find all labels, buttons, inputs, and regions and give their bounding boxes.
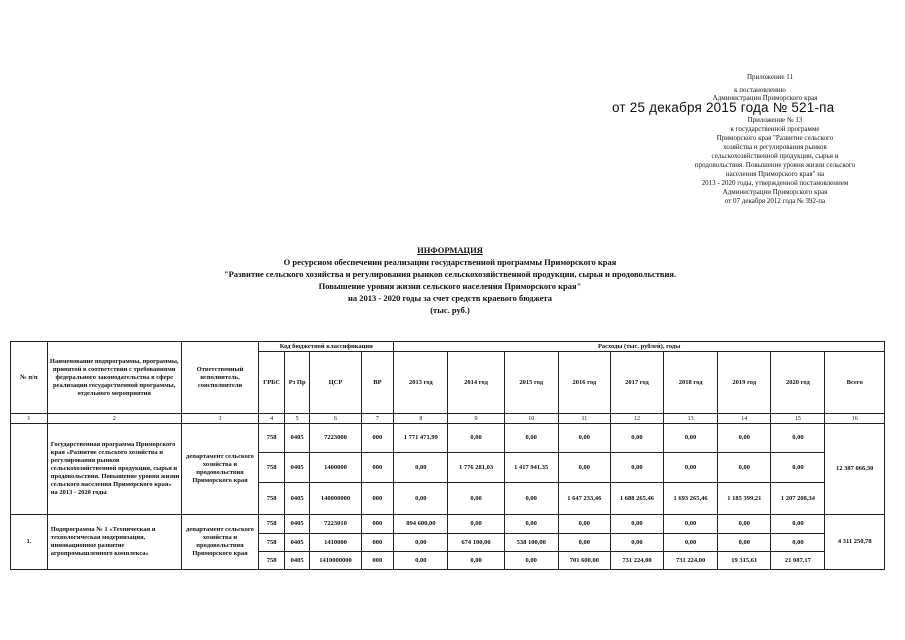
- amount-cell: 0,00: [718, 453, 771, 483]
- amount-cell: 894 600,00: [394, 515, 448, 534]
- vr-cell: 000: [361, 534, 394, 552]
- amount-cell: 731 224,00: [664, 552, 718, 570]
- column-number: 3: [181, 414, 259, 424]
- budget-code-group-header: Код бюджетной классификации: [259, 342, 394, 352]
- amount-cell: 0,00: [610, 515, 663, 534]
- vr-cell: 000: [361, 483, 394, 515]
- column-number: 11: [558, 414, 610, 424]
- amount-cell: 0,00: [771, 534, 825, 552]
- amount-cell: 674 100,00: [448, 534, 504, 552]
- amount-cell: 0,00: [504, 424, 558, 453]
- col-csr-header: ЦСР: [310, 352, 361, 414]
- col-total-header: Всего: [825, 352, 885, 414]
- col-year-header: 2017 год: [610, 352, 663, 414]
- rzpr-cell: 0405: [284, 424, 310, 453]
- col-executor-header: Ответственный исполнитель, соисполнители: [181, 342, 259, 414]
- program-ref-line: 2013 - 2020 годы, утвержденной постановлением: [701, 179, 849, 187]
- amount-cell: 0,00: [771, 453, 825, 483]
- column-number: 7: [361, 414, 394, 424]
- grbs-cell: 758: [259, 424, 285, 453]
- col-year-header: 2019 год: [718, 352, 771, 414]
- col-grbs-header: ГРБС: [259, 352, 285, 414]
- amount-cell: 0,00: [504, 515, 558, 534]
- grbs-cell: 758: [259, 515, 285, 534]
- amount-cell: 0,00: [558, 453, 610, 483]
- amount-cell: 0,00: [448, 552, 504, 570]
- amount-cell: 0,00: [664, 424, 718, 453]
- grbs-cell: 758: [259, 453, 285, 483]
- amount-cell: 731 224,00: [610, 552, 663, 570]
- resource-table: [10, 341, 885, 570]
- vr-cell: 000: [361, 453, 394, 483]
- amount-cell: 1 207 208,34: [771, 483, 825, 515]
- program-ref-line: к государственной программе: [730, 125, 820, 133]
- program-ref-line: хозяйства и регулирования рынков: [723, 143, 827, 151]
- amount-cell: 0,00: [504, 483, 558, 515]
- col-num-header: № п/п: [11, 342, 48, 414]
- row-number: [11, 424, 48, 515]
- rzpr-cell: 0405: [284, 453, 310, 483]
- row-number: 1.: [11, 515, 48, 570]
- amount-cell: 538 100,00: [504, 534, 558, 552]
- title-heading: ИНФОРМАЦИЯ: [417, 245, 483, 255]
- grbs-cell: 758: [259, 552, 285, 570]
- amount-cell: 0,00: [558, 515, 610, 534]
- grbs-cell: 758: [259, 534, 285, 552]
- program-ref-line: Администрации Приморского края: [722, 188, 828, 196]
- program-ref-line: населения Приморского края" на: [725, 170, 825, 178]
- grbs-cell: 758: [259, 483, 285, 515]
- column-number: 16: [825, 414, 885, 424]
- rzpr-cell: 0405: [284, 552, 310, 570]
- document-title: [150, 244, 750, 316]
- column-number: 9: [448, 414, 504, 424]
- amount-cell: 0,00: [610, 534, 663, 552]
- amount-cell: 1 771 471,99: [394, 424, 448, 453]
- amount-cell: 0,00: [771, 515, 825, 534]
- amount-cell: 0,00: [504, 552, 558, 570]
- title-line: Повышение уровня жизни сельского населения Приморского края": [318, 281, 582, 291]
- subprogram-name: Подпрограмма № 1 «Техническая и технологическая модернизация, инновационное развитие агропромышленного комплекса»: [47, 515, 181, 570]
- col-year-header: 2014 год: [448, 352, 504, 414]
- column-number: 5: [284, 414, 310, 424]
- csr-cell: 7223010: [310, 515, 361, 534]
- col-year-header: 2018 год: [664, 352, 718, 414]
- amount-cell: 1 647 233,46: [558, 483, 610, 515]
- column-number: 13: [664, 414, 718, 424]
- column-number: 2: [47, 414, 181, 424]
- col-year-header: 2016 год: [558, 352, 610, 414]
- rzpr-cell: 0405: [284, 534, 310, 552]
- col-year-header: 2020 год: [771, 352, 825, 414]
- amount-cell: 0,00: [718, 424, 771, 453]
- amount-cell: 0,00: [394, 534, 448, 552]
- amount-cell: 0,00: [558, 534, 610, 552]
- amount-cell: 1 688 265,46: [610, 483, 663, 515]
- col-vr-header: ВР: [361, 352, 394, 414]
- amount-cell: 0,00: [664, 534, 718, 552]
- col-name-header: Наименование подпрограммы, программы, принятой в соответствии с требованиями федерального законодательства в сфере реализации государственной программы, отдельного мероприятия: [47, 342, 181, 414]
- program-ref-line: Приморского края "Развитие сельского: [716, 134, 834, 142]
- amount-cell: 0,00: [394, 552, 448, 570]
- amount-cell: 0,00: [664, 453, 718, 483]
- appendix-11-label: Приложение 11: [746, 73, 794, 81]
- csr-cell: 1400000: [310, 453, 361, 483]
- amount-cell: 1 417 941,35: [504, 453, 558, 483]
- amount-cell: 0,00: [718, 515, 771, 534]
- title-line: "Развитие сельского хозяйства и регулирования рынков сельскохозяйственной продукции, сырья и продовольствия.: [223, 269, 677, 279]
- vr-cell: 000: [361, 552, 394, 570]
- column-number-row: [11, 414, 885, 424]
- column-number: 10: [504, 414, 558, 424]
- amount-cell: 0,00: [394, 453, 448, 483]
- amount-cell: 0,00: [394, 483, 448, 515]
- executor-name: департамент сельского хозяйства и продовольствия Приморского края: [181, 424, 259, 515]
- csr-cell: 140000000: [310, 483, 361, 515]
- column-number: 15: [771, 414, 825, 424]
- csr-cell: 7223000: [310, 424, 361, 453]
- program-ref-line: от 07 декабря 2012 года № 392-па: [724, 197, 826, 205]
- amount-cell: 0,00: [664, 515, 718, 534]
- amount-cell: 1 693 265,46: [664, 483, 718, 515]
- amount-cell: 1 185 399,21: [718, 483, 771, 515]
- amount-cell: 0,00: [448, 483, 504, 515]
- amount-cell: 0,00: [610, 424, 663, 453]
- amount-cell: 0,00: [718, 534, 771, 552]
- to-decree-label: к постановлению: [734, 86, 786, 94]
- vr-cell: 000: [361, 424, 394, 453]
- column-number: 8: [394, 414, 448, 424]
- appendix-13-label: Приложение № 13: [747, 116, 803, 124]
- column-number: 12: [610, 414, 663, 424]
- amount-cell: 0,00: [771, 424, 825, 453]
- amount-cell: 0,00: [558, 424, 610, 453]
- title-line: на 2013 - 2020 годы за счет средств краевого бюджета: [348, 293, 552, 303]
- amount-cell: 1 776 281,03: [448, 453, 504, 483]
- administration-label: Администрации Приморского края: [712, 94, 818, 102]
- csr-cell: 1410000000: [310, 552, 361, 570]
- executor-name: департамент сельского хозяйства и продовольствия Приморского края: [181, 515, 259, 570]
- amount-cell: 701 600,00: [558, 552, 610, 570]
- amount-cell: 21 087,17: [771, 552, 825, 570]
- rzpr-cell: 0405: [284, 515, 310, 534]
- column-number: 4: [259, 414, 285, 424]
- csr-cell: 1410000: [310, 534, 361, 552]
- column-number: 14: [718, 414, 771, 424]
- col-year-header: 2015 год: [504, 352, 558, 414]
- vr-cell: 000: [361, 515, 394, 534]
- program-name: Государственная программа Приморского края «Развитие сельского хозяйства и регулирования рынков сельскохозяйственной продукции, сырья и продовольствия. Повышение уровня жизни сельского населения Приморского края» на 2013 - 2020 годы: [47, 424, 181, 515]
- table-row: [11, 424, 885, 453]
- program-ref-line: сельскохозяйственной продукции, сырья и: [711, 152, 839, 160]
- amount-cell: 0,00: [610, 453, 663, 483]
- total-cell: 4 311 250,78: [825, 515, 885, 570]
- rzpr-cell: 0405: [284, 483, 310, 515]
- table-row: [11, 515, 885, 534]
- col-rzpr-header: Рз Пр: [284, 352, 310, 414]
- column-number: 6: [310, 414, 361, 424]
- col-year-header: 2013 год: [394, 352, 448, 414]
- amount-cell: 0,00: [448, 424, 504, 453]
- program-reference: [680, 125, 870, 206]
- program-ref-line: продовольствия. Повышение уровня жизни сельского: [694, 161, 856, 169]
- header-row: [11, 342, 885, 352]
- amount-cell: 0,00: [448, 515, 504, 534]
- expenses-group-header: Расходы (тыс. рублей), годы: [394, 342, 885, 352]
- title-units: (тыс. руб.): [430, 305, 470, 315]
- title-line: О ресурсном обеспечении реализации государственной программы Приморского края: [283, 257, 617, 267]
- total-cell: 12 387 066,30: [825, 424, 885, 515]
- amount-cell: 19 315,61: [718, 552, 771, 570]
- column-number: 1: [11, 414, 48, 424]
- decree-date: от 25 декабря 2015 года № 521-па: [612, 100, 835, 115]
